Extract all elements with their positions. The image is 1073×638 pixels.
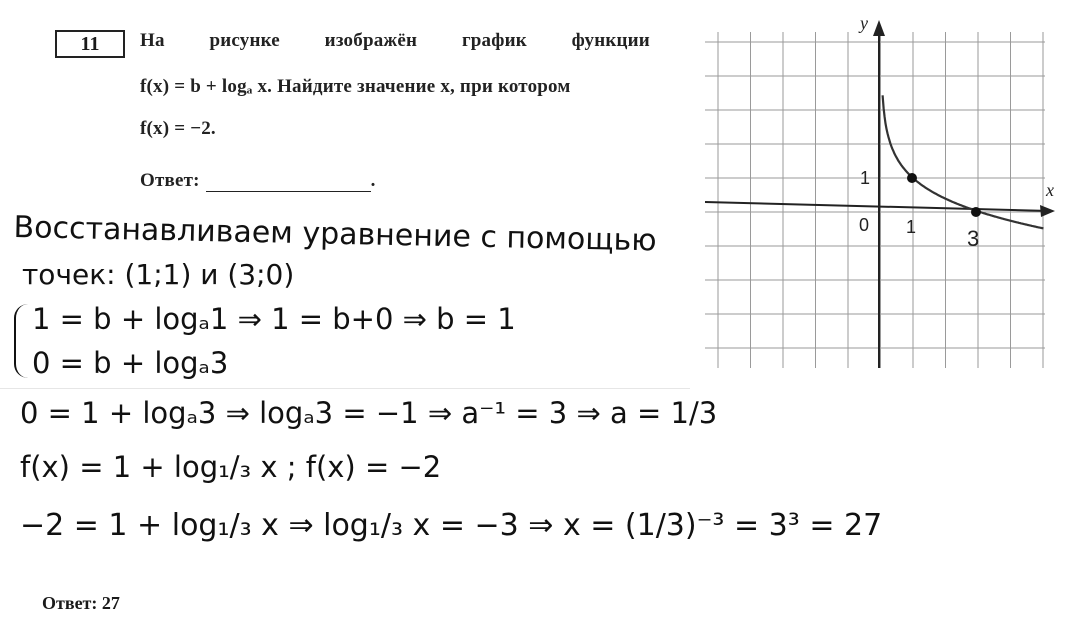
origin-label: 0 — [859, 215, 870, 235]
x-axis-arrow — [1040, 205, 1055, 217]
point-1-1 — [907, 173, 917, 183]
y-axis-arrow — [873, 20, 885, 36]
solution-heading-1: Восстанавливаем уравнение с помощью — [13, 210, 657, 259]
system-equation-2: 0 = b + logₐ3 — [32, 346, 229, 380]
solution-line-4: 0 = 1 + logₐ3 ⇒ logₐ3 = −1 ⇒ a⁻¹ = 3 ⇒ a = 1/3 — [20, 396, 718, 430]
problem-line-2: f(x) = b + logₐ x. Найдите значение x, при котором — [140, 76, 571, 97]
word: функции — [571, 30, 650, 51]
y-axis-label: y — [860, 13, 868, 33]
system-equation-1: 1 = b + logₐ1 ⇒ 1 = b+0 ⇒ b = 1 — [32, 302, 516, 336]
problem-line-3: f(x) = −2. — [140, 118, 216, 139]
word: На — [140, 30, 165, 51]
word: изображён — [324, 30, 418, 51]
answer-field — [140, 170, 376, 192]
x-axis-label: x — [1046, 180, 1054, 200]
function-graph — [700, 10, 1065, 375]
task-number-box: 11 — [55, 30, 125, 58]
system-brace — [14, 304, 30, 378]
x-tick-label-3: 3 — [967, 226, 980, 251]
answer-blank[interactable] — [206, 173, 371, 192]
answer-tail: . — [370, 170, 376, 191]
solution-heading-2: точек: (1;1) и (3;0) — [22, 258, 295, 291]
answer-label: Ответ: — [140, 170, 200, 191]
problem-line-1 — [140, 30, 650, 52]
final-answer: Ответ: 27 — [42, 593, 120, 613]
word: график — [461, 30, 527, 51]
x-tick-label-1: 1 — [906, 217, 917, 237]
grid — [705, 32, 1045, 368]
solution-line-6: −2 = 1 + log₁/₃ x ⇒ log₁/₃ x = −3 ⇒ x = (1/3)⁻³ = 3³ = 27 — [20, 508, 883, 543]
x-axis — [705, 202, 1050, 211]
solution-line-5: f(x) = 1 + log₁/₃ x ; f(x) = −2 — [20, 450, 442, 484]
word: рисунке — [209, 30, 280, 51]
point-3-0 — [971, 207, 981, 217]
y-tick-label-1: 1 — [860, 168, 871, 188]
divider — [0, 388, 690, 389]
